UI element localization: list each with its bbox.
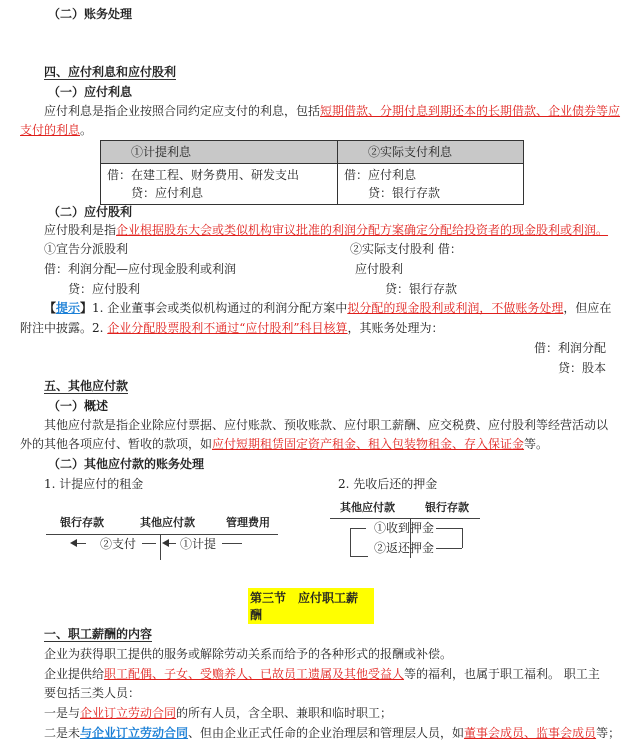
paragraph: 企业为获得职工提供的服务或解除劳动关系而给予的各种形式的报酬或补偿。 — [44, 647, 453, 661]
subsection-title: （二）账务处理 — [48, 7, 133, 21]
entry-line: 借：利润分配—应付现金股利或利润 — [44, 262, 237, 276]
emphasis-text: 企业分配股票股利不通过“应付股利”科目核算 — [107, 321, 348, 335]
paragraph: 应付利息是指企业按照合同约定应支付的利息，包括短期借款、分期付息到期还本的长期借款、企业债券等应 — [44, 104, 621, 118]
account-label: 银行存款 — [60, 516, 104, 529]
entry-label: ②实际支付股利 借： — [350, 242, 462, 256]
paragraph: 其他应付款是指企业除应付票据、应付账款、预收账款、应付职工薪酬、应交税费、应付股利等经营活动以 — [44, 418, 609, 432]
arrow-line — [142, 543, 156, 544]
paragraph: 一是与企业订立劳动合同的所有人员，含全职、兼职和临时职工； — [44, 706, 393, 720]
section-title: 五、其他应付款 — [44, 379, 129, 393]
t-account-line — [330, 518, 480, 519]
flow-label: ①收到押金 — [374, 521, 435, 535]
account-label: 管理费用 — [226, 516, 270, 529]
paragraph: 二是未与企业订立劳动合同、但由企业正式任命的企业治理层和管理层人员，如董事会成员、监事会成员等； — [44, 726, 621, 740]
emphasis-text: 职工配偶、子女、受赡养人、已故员工遗属及其他受益人 — [104, 667, 405, 681]
tip-paragraph: 【提示】1. 企业董事会或类似机构通过的利润分配方案中拟分配的现金股利或利润，不做账务处理，但应在 — [44, 301, 612, 315]
section-title: 四、应付利息和应付股利 — [44, 65, 177, 79]
arrow-line — [222, 543, 242, 544]
entry-line: 应付股利 — [355, 262, 404, 276]
section-title: 一、职工薪酬的内容 — [44, 627, 153, 641]
arrow-left-icon — [70, 539, 77, 547]
flow-label: ②支付 — [100, 537, 137, 551]
arrow-line — [350, 528, 351, 556]
arrow-line — [462, 528, 463, 548]
account-label: 银行存款 — [425, 501, 469, 514]
emphasis-text: 董事会成员、监事会成员 — [464, 726, 597, 740]
emphasis-text: 支付的利息 — [20, 123, 81, 137]
diagram-title: 1. 计提应付的租金 — [44, 477, 144, 491]
chapter-title: 第三节 应付职工薪 — [250, 591, 359, 605]
arrow-left-icon — [162, 539, 169, 547]
flow-label: ①计提 — [180, 537, 217, 551]
chapter-title: 酬 — [250, 608, 263, 622]
t-account-line — [46, 534, 278, 535]
subsection-title: （一）应付利息 — [48, 85, 133, 99]
entry-line: 贷：银行存款 — [385, 282, 458, 296]
table-header: ②实际支付利息 — [338, 141, 524, 164]
emphasis-text: 短期借款、分期付息到期还本的长期借款、企业债券等应 — [320, 104, 621, 118]
entry-label: ①宣告分派股利 — [44, 242, 129, 256]
flow-label: ②返还押金 — [374, 541, 435, 555]
emphasis-text: 与企业订立劳动合同 — [80, 726, 189, 740]
paragraph: 企业提供给职工配偶、子女、受赡养人、已故员工遗属及其他受益人等的福利，也属于职工福利。 职工主 — [44, 667, 600, 681]
table-cell: 借：应付利息 贷：银行存款 — [338, 164, 524, 205]
account-label: 其他应付款 — [340, 501, 395, 514]
arrow-line — [436, 528, 462, 529]
subsection-title: （二）应付股利 — [48, 205, 133, 219]
table-header: ①计提利息 — [101, 141, 338, 164]
paragraph: 应付股利是指企业根据股东大会或类似机构审议批准的利润分配方案确定分配给投资者的现金股利或利润。 — [44, 223, 609, 237]
entry-line: 贷：股本 — [558, 361, 607, 375]
t-account-divider — [160, 534, 161, 560]
arrow-line — [350, 556, 368, 557]
emphasis-text: 企业根据股东大会或类似机构审议批准的利润分配方案确定分配给投资者的现金股利或利润。 — [116, 223, 609, 237]
entry-line: 贷：应付股利 — [68, 282, 141, 296]
account-label: 其他应付款 — [140, 516, 195, 529]
paragraph: 附注中披露。2. 企业分配股票股利不通过“应付股利”科目核算，其账务处理为： — [20, 321, 444, 335]
arrow-line — [76, 543, 86, 544]
arrow-line — [436, 548, 462, 549]
arrow-line — [350, 528, 366, 529]
emphasis-text: 企业订立劳动合同 — [80, 706, 177, 720]
subsection-title: （二）其他应付款的账务处理 — [48, 457, 205, 471]
paragraph: 要包括三类人员： — [44, 686, 141, 700]
paragraph: 外的其他各项应付、暂收的款项，如应付短期租赁固定资产租金、租入包装物租金、存入保证金等。 — [20, 437, 549, 451]
subsection-title: （一）概述 — [48, 399, 109, 413]
emphasis-text: 拟分配的现金股利或利润，不做账务处理 — [347, 301, 564, 315]
tip-label: 提示 — [56, 301, 81, 315]
emphasis-text: 应付短期租赁固定资产租金、租入包装物租金、存入保证金 — [212, 437, 525, 451]
diagram-title: 2. 先收后还的押金 — [338, 477, 438, 491]
paragraph: 支付的利息。 — [20, 123, 93, 137]
entry-line: 借：利润分配 — [534, 341, 607, 355]
journal-entry-table — [100, 140, 524, 205]
table-cell: 借：在建工程、财务费用、研发支出 贷：应付利息 — [101, 164, 338, 205]
